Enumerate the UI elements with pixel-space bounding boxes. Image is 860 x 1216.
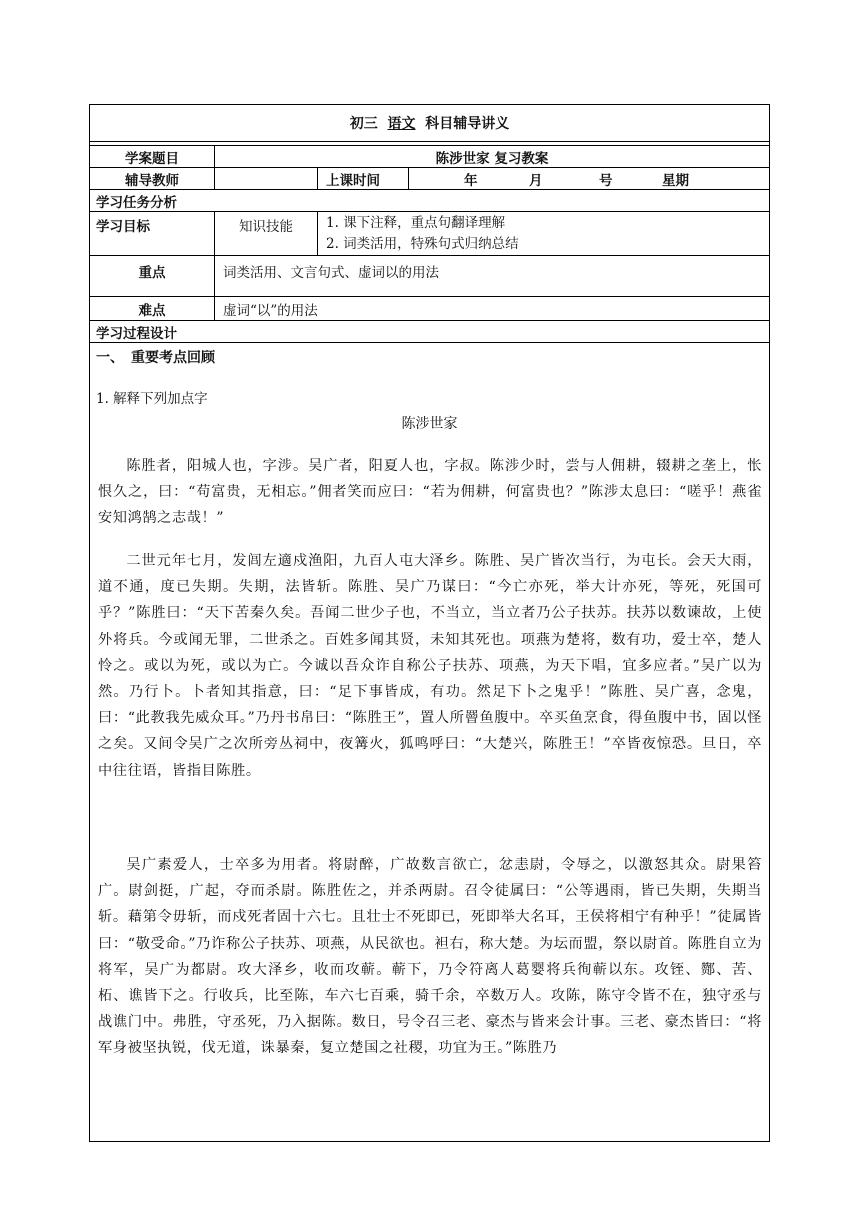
goal-label: 学习目标: [96, 219, 150, 235]
day-label: 号: [599, 172, 613, 189]
goal-item: 2. 词类活用，特殊句式归纳总结: [326, 235, 519, 252]
teacher-row: [90, 168, 769, 190]
paragraph: 陈胜者，阳城人也，字涉。吴广者，阳夏人也，字叔。陈涉少时，尝与人佣耕，辍耕之垄上，怅恨久之，曰：“苟富贵，无相忘。”佣者笑而应曰：“若为佣耕，何富贵也？”陈涉太息曰：“嗟乎！燕雀安知鸿鹄之志哉！”: [98, 458, 762, 527]
difficulty-row: [90, 297, 769, 321]
teacher-label: 辅导教师: [125, 172, 179, 189]
goals-row: [90, 212, 769, 256]
difficulty-value: 虚词“以”的用法: [214, 297, 769, 320]
title-row: [90, 105, 769, 142]
key-label: 重点: [138, 265, 166, 281]
paragraph: 吴广素爱人，士卒多为用者。将尉醉，广故数言欲亡，忿恚尉，令辱之，以激怒其众。尉果笞广。尉剑挺，广起，夺而杀尉。陈胜佐之，并杀两尉。召令徒属曰：“公等遇雨，皆已失期，失期当斩。藉第令毋斩，而戍死者固十六七。且壮士不死即已，死即举大名耳，王侯将相宁有种乎！”徒属皆曰：“敬受命。”乃诈称公子扶苏、项燕，从民欲也。袒右，称大楚。为坛而盟，祭以尉首。陈胜自立为将军，吴广为都尉。攻大泽乡，收而攻蕲。蕲下，乃令符离人葛婴将兵徇蕲以东。攻铚、酂、苦、柘、谯皆下之。行收兵，比至陈，车六七百乘，骑千余，卒数万人。攻陈，陈守令皆不在，独守丞与战谯门中。弗胜，守丞死，乃入据陈。数日，号令召三老、豪杰与皆来会计事。三老、豪杰皆曰：“将军身被坚执锐，伐无道，诛暴秦，复立楚国之社稷，功宜为王。”陈胜乃: [98, 857, 762, 1057]
goal-item: 1. 课下注释，重点句翻译理解: [326, 214, 506, 231]
analysis-section-label: 学习任务分析: [96, 194, 177, 211]
case-title-label: 学案题目: [125, 150, 179, 167]
time-label: 上课时间: [317, 168, 408, 189]
year-label: 年: [464, 172, 478, 189]
week-label: 星期: [662, 172, 689, 189]
part1-title: 一、 重要考点回顾: [96, 350, 215, 366]
difficulty-label: 难点: [138, 302, 166, 319]
goal-list: [317, 212, 769, 255]
key-row: [90, 256, 769, 297]
teacher-value: [214, 168, 317, 189]
key-value: 词类活用、文言句式、虚词以的用法: [214, 256, 769, 296]
analysis-section-row: [90, 190, 769, 212]
subject-text: 语文: [387, 116, 416, 132]
handout-table: [89, 104, 770, 1142]
time-value: [408, 168, 769, 189]
month-label: 月: [529, 172, 543, 189]
question-1: 1. 解释下列加点字: [96, 391, 208, 407]
page-title: [90, 105, 769, 141]
case-title-row: [90, 146, 769, 168]
goal-type: 知识技能: [214, 212, 317, 255]
title-suffix: 科目辅导讲义: [425, 116, 510, 132]
process-section-row: [90, 321, 769, 343]
case-title-value: 陈涉世家 复习教案: [214, 146, 769, 167]
grade-text: 初三: [349, 116, 378, 132]
paragraph: 二世元年七月，发闾左適戍渔阳，九百人屯大泽乡。陈胜、吴广皆次当行，为屯长。会天大雨，道不通，度已失期。失期，法皆斩。陈胜、吴广乃谋曰：“今亡亦死，举大计亦死，等死，死国可乎？”陈胜曰：“天下苦秦久矣。吾闻二世少子也，不当立，当立者乃公子扶苏。扶苏以数谏故，上使外将兵。今或闻无罪，二世杀之。百姓多闻其贤，未知其死也。项燕为楚将，数有功，爱士卒，楚人怜之。或以为死，或以为亡。今诚以吾众诈自称公子扶苏、项燕，为天下唱，宜多应者。”吴广以为然。乃行卜。卜者知其指意，曰：“足下事皆成，有功。然足下卜之鬼乎！”陈胜、吴广喜，念鬼，曰：“此教我先威众耳。”乃丹书帛曰：“陈胜王”，置人所罾鱼腹中。卒买鱼烹食，得鱼腹中书，固以怪之矣。又间令吴广之次所旁丛祠中，夜篝火，狐鸣呼曰：“大楚兴，陈胜王！”卒皆夜惊恐。旦日，卒中往往语，皆指目陈胜。: [98, 553, 762, 779]
process-section-label: 学习过程设计: [96, 325, 177, 342]
article-title: 陈涉世家: [401, 416, 458, 432]
